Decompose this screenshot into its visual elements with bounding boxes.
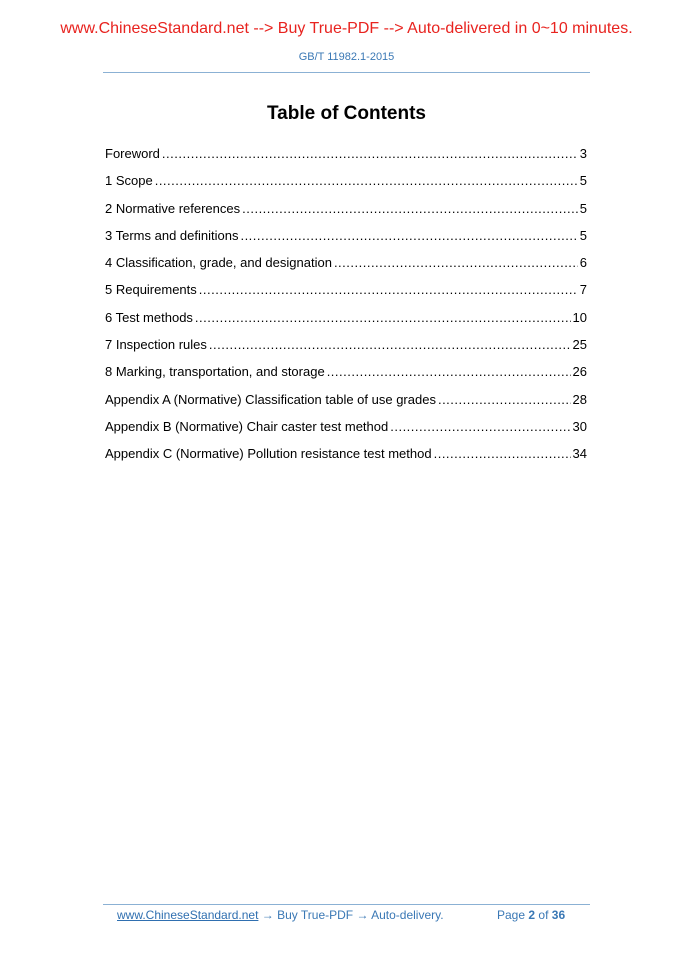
toc-entry-page: 6 [579,255,587,271]
toc-entry-label: 5 Requirements [105,282,197,298]
toc-entry-label: Appendix A (Normative) Classification table of use grades [105,391,436,407]
toc-entry-page: 34 [572,446,587,462]
dot-leader [162,144,578,164]
header-divider [103,72,590,73]
dot-leader [327,362,571,382]
toc-entry-page: 25 [572,337,587,353]
toc-entry-label: 1 Scope [105,173,153,189]
page-title: Table of Contents [266,103,427,124]
toc-entry-label: 8 Marking, transportation, and storage [105,364,325,380]
toc-entry-foreword[interactable] [105,144,587,171]
current-page-number: 2 [528,908,536,922]
toc-entry-marking[interactable] [105,362,587,389]
toc-entry-page: 3 [579,146,587,161]
dot-leader [390,417,570,437]
toc-entry-normative-references[interactable] [105,199,587,226]
dot-leader [199,280,578,300]
footer-site-link[interactable]: www.ChineseStandard.net [117,908,259,922]
page-word: Page [497,908,526,922]
toc-entry-label: 4 Classification, grade, and designation [105,255,332,271]
toc-entry-page: 7 [579,282,587,298]
toc-entry-label: 6 Test methods [105,309,193,325]
toc-entry-label: 3 Terms and definitions [105,227,239,243]
footer-tagline: → Buy True-PDF → Auto-delivery. [258,908,444,922]
toc-entry-terms-and-definitions[interactable] [105,226,587,253]
toc-entry-page: 30 [572,418,587,434]
toc-entry-appendix-a[interactable] [105,390,587,417]
toc-entry-label: Foreword [105,146,160,161]
toc-entry-label: Appendix B (Normative) Chair caster test method [105,418,389,434]
toc-entry-scope[interactable] [105,171,587,198]
dot-leader [209,335,571,355]
toc-entry-label: Appendix C (Normative) Pollution resistance test method [105,446,432,462]
toc-list [105,144,587,472]
page-indicator [497,907,565,923]
toc-entry-classification[interactable] [105,253,587,280]
toc-entry-page: 5 [579,227,587,243]
toc-entry-appendix-b[interactable] [105,417,587,444]
toc-entry-page: 28 [572,391,587,407]
promo-banner[interactable]: www.ChineseStandard.net --> Buy True-PDF --> Auto-delivered in 0~10 minutes. [60,20,633,37]
footer-promo [117,907,444,923]
footer-divider [103,904,590,905]
toc-entry-appendix-c[interactable] [105,444,587,471]
dot-leader [242,199,578,219]
toc-entry-page: 26 [572,364,587,380]
toc-entry-label: 7 Inspection rules [105,337,207,353]
toc-entry-page: 10 [572,309,587,325]
toc-entry-test-methods[interactable] [105,308,587,335]
standard-code-header: GB/T 11982.1-2015 [298,51,395,63]
toc-entry-page: 5 [579,173,587,189]
toc-entry-label: 2 Normative references [105,200,241,216]
dot-leader [334,253,578,273]
toc-entry-requirements[interactable] [105,280,587,307]
total-page-count: 36 [551,908,566,922]
dot-leader [240,226,577,246]
dot-leader [434,444,571,464]
toc-entry-page: 5 [579,200,587,216]
toc-entry-inspection-rules[interactable] [105,335,587,362]
page-of-word: of [538,908,549,922]
dot-leader [195,308,571,328]
dot-leader [438,390,571,410]
dot-leader [155,171,578,191]
